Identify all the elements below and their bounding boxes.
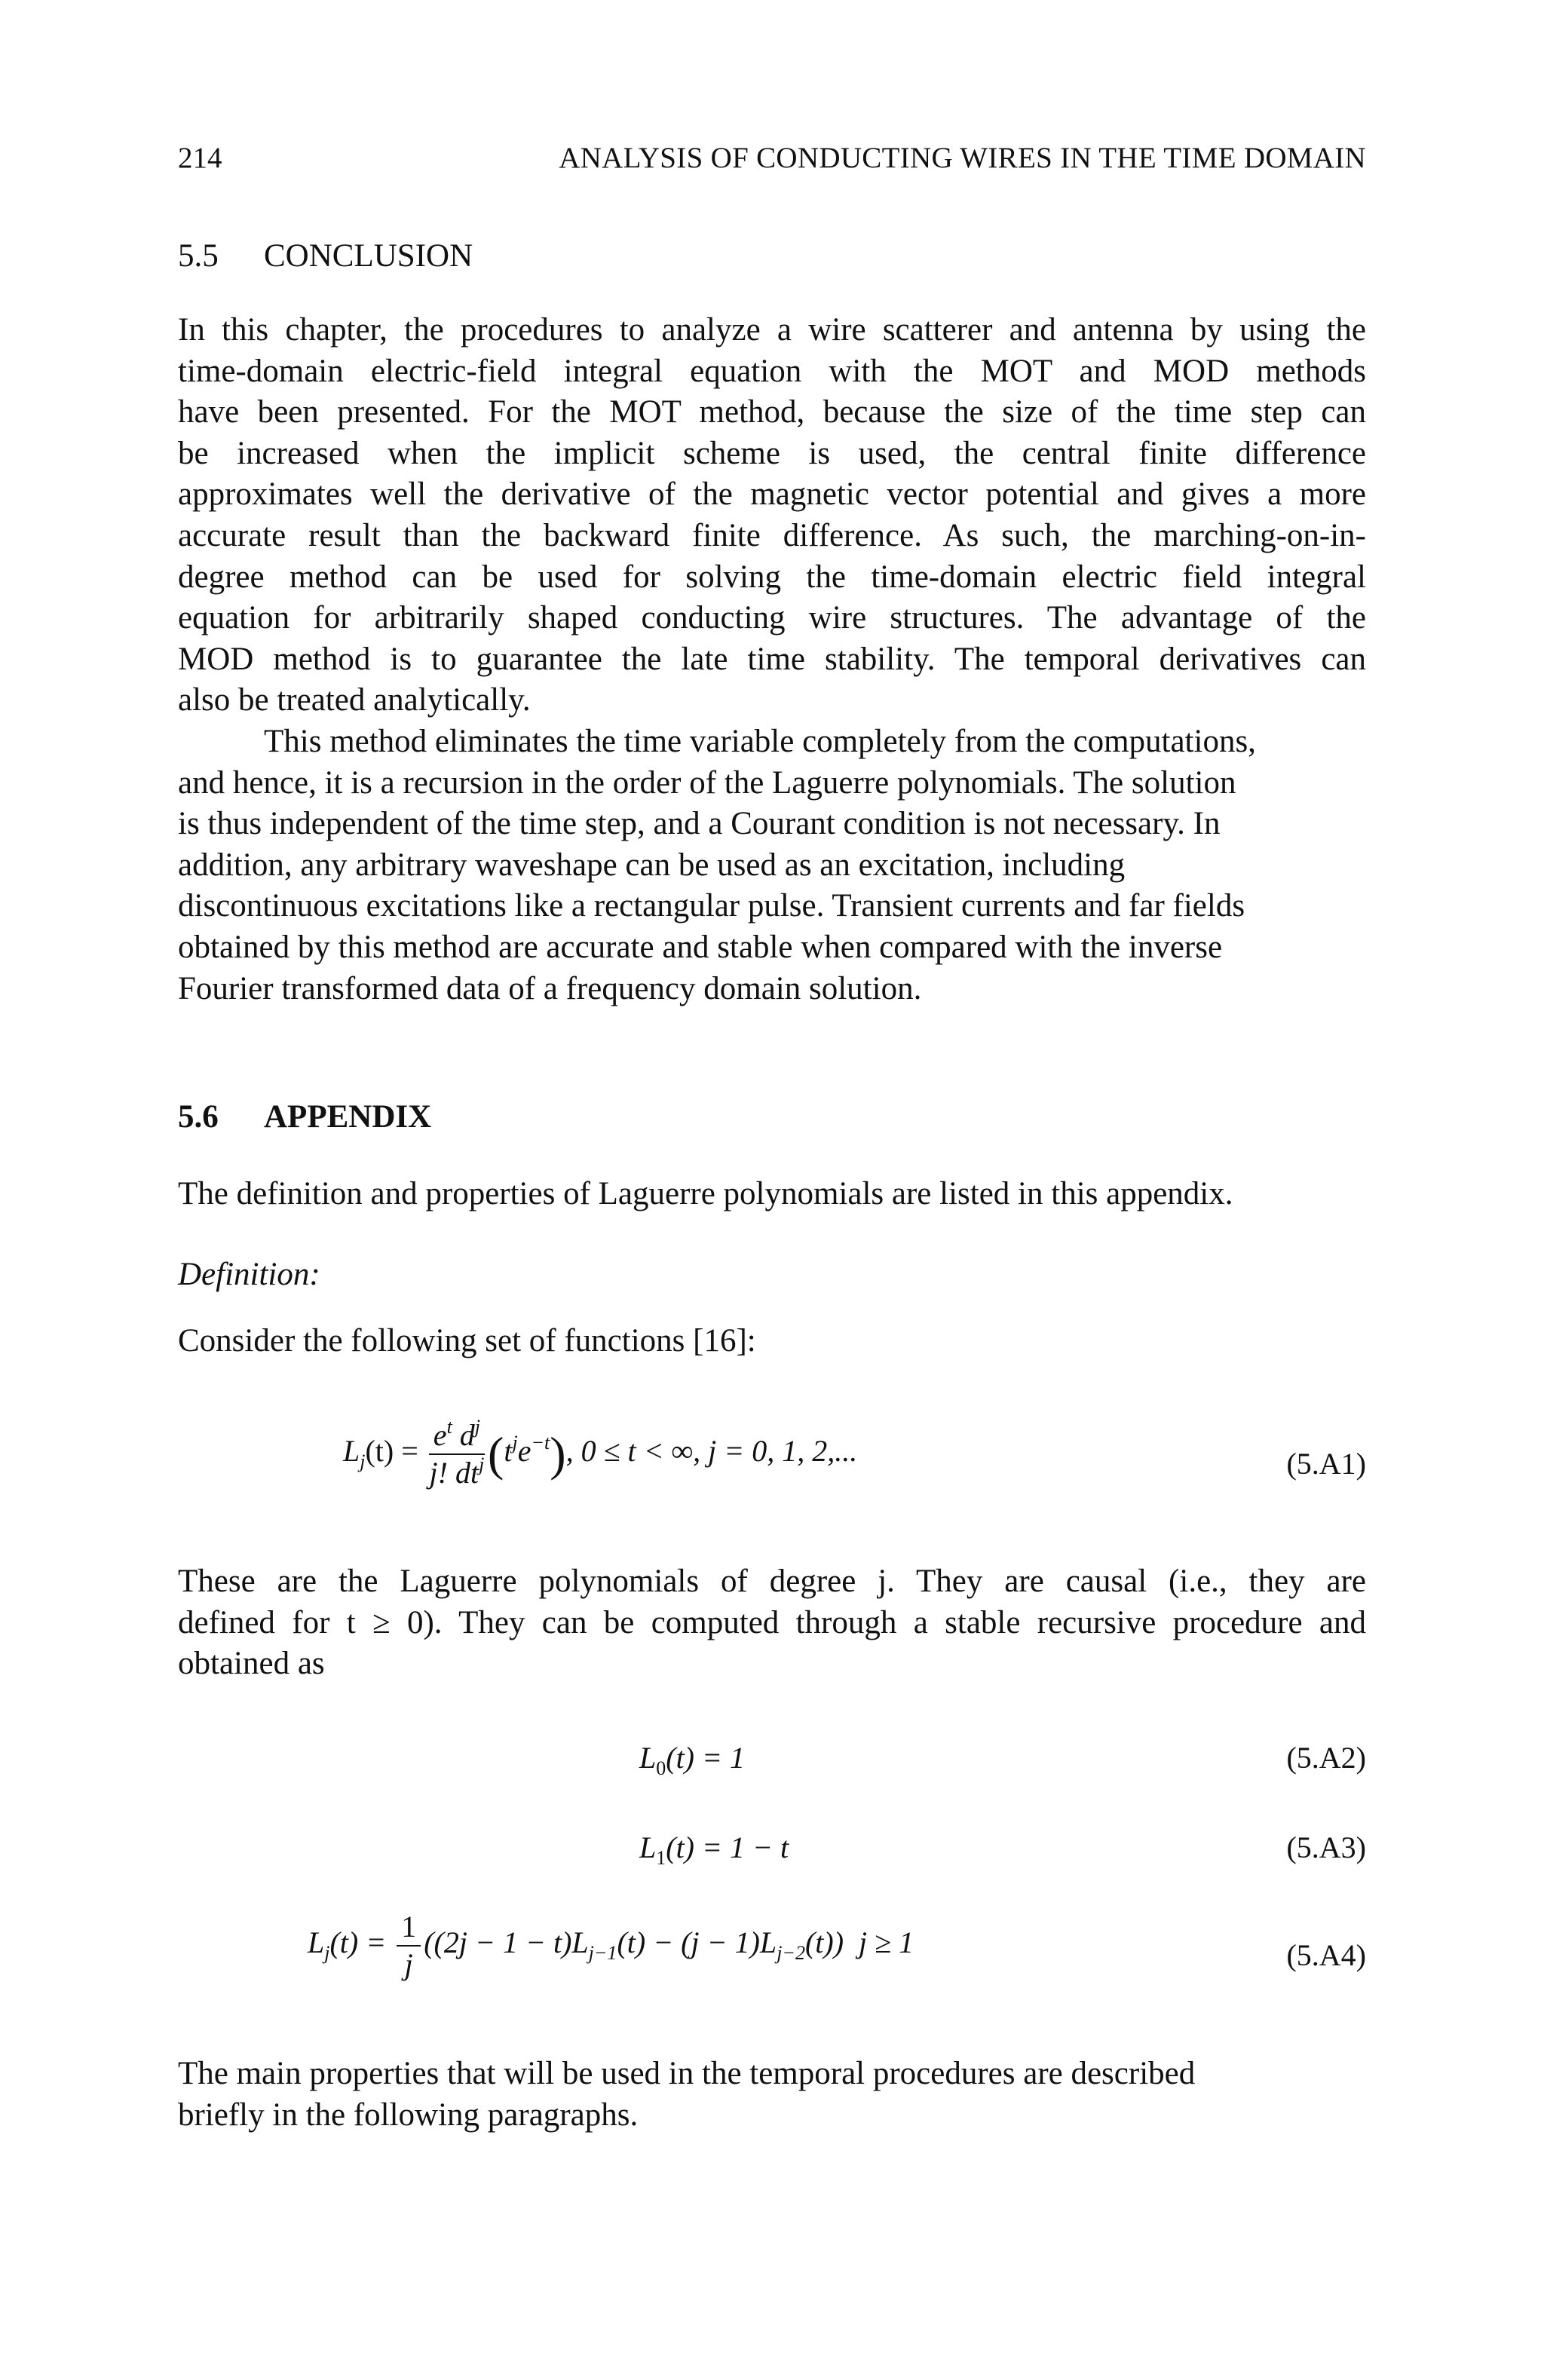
equation-label: (5.A4)	[1286, 1938, 1366, 1972]
laguerre-paragraph	[178, 1561, 1366, 1685]
appendix-intro: The definition and properties of Laguerre polynomials are listed in this appendix.	[178, 1176, 1233, 1211]
section-title: APPENDIX	[264, 1099, 432, 1135]
text-line: be increased when the implicit scheme is used, the central finite difference	[178, 435, 1366, 471]
eq-subscript: j	[360, 1450, 366, 1473]
text-line: approximates well the derivative of the magnetic vector potential and gives a more	[178, 476, 1366, 513]
eq-text: (t) − (j − 1)L	[617, 1925, 777, 1960]
text-line: MOD method is to guarantee the late time stability. The temporal derivatives can	[178, 641, 1366, 677]
definition-label: Definition:	[178, 1257, 320, 1292]
equation-label: (5.A2)	[1286, 1741, 1366, 1775]
text-line: This method eliminates the time variable completely from the computations,	[264, 724, 1256, 759]
equation-5-a1	[343, 1417, 857, 1491]
consider-text: Consider the following set of functions [16]:	[178, 1323, 756, 1358]
eq-condition: j ≥ 1	[859, 1925, 914, 1960]
eq-condition: , 0 ≤ t < ∞, j = 0, 1, 2,...	[565, 1434, 858, 1469]
eq-subscript: j−2	[777, 1942, 805, 1965]
section-number: 5.6	[178, 1099, 219, 1135]
running-title: ANALYSIS OF CONDUCTING WIRES IN THE TIME DOMAIN	[559, 142, 1366, 174]
text-line: also be treated analytically.	[178, 682, 531, 718]
eq-text: j! dt	[429, 1456, 479, 1490]
eq-text: (t) = 1 − t	[666, 1830, 789, 1864]
section-number: 5.5	[178, 238, 219, 274]
eq-fraction	[429, 1417, 485, 1491]
text-line: These are the Laguerre polynomials of degree j. They are causal (i.e., they are	[178, 1564, 1366, 1599]
page-number: 214	[178, 142, 222, 174]
eq-denominator: j	[404, 1947, 413, 1981]
eq-symbol: L	[308, 1925, 325, 1960]
text-line: time-domain electric-field integral equation with the MOT and MOD methods	[178, 353, 1366, 389]
eq-superscript: t	[446, 1416, 452, 1438]
text-line: defined for t ≥ 0). They can be computed through a stable recursive procedure and	[178, 1604, 1366, 1640]
conclusion-paragraph-2	[178, 721, 1366, 1009]
section-heading-conclusion	[178, 234, 473, 279]
eq-text: (t) = 1	[666, 1741, 745, 1775]
eq-text: t	[504, 1434, 513, 1469]
closing-paragraph	[178, 2054, 1366, 2136]
eq-paren: )	[550, 1427, 566, 1481]
eq-paren: (	[488, 1427, 504, 1481]
equation-5-a2	[639, 1740, 745, 1779]
eq-text: ((2j − 1 − t)L	[424, 1925, 589, 1960]
eq-subscript: j−1	[588, 1942, 617, 1965]
eq-superscript: −t	[531, 1432, 550, 1454]
text-line: addition, any arbitrary waveshape can be used as an excitation, including	[178, 847, 1126, 883]
eq-superscript: j	[479, 1453, 485, 1475]
text-line: is thus independent of the time step, and a Courant condition is not necessary. In	[178, 806, 1221, 842]
eq-symbol: L	[639, 1830, 657, 1864]
eq-subscript: j	[324, 1942, 330, 1965]
text-line: briefly in the following paragraphs.	[178, 2097, 639, 2133]
eq-symbol: L	[343, 1434, 360, 1469]
section-title: CONCLUSION	[264, 238, 473, 274]
eq-text: d	[452, 1418, 475, 1452]
equation-label: (5.A3)	[1286, 1830, 1366, 1864]
eq-text: e	[433, 1418, 447, 1452]
text-line: equation for arbitrarily shaped conducting wire structures. The advantage of the	[178, 600, 1366, 636]
running-head	[178, 136, 1366, 181]
text-line: degree method can be used for solving the time-domain electric field integral	[178, 559, 1366, 595]
text-line: obtained by this method are accurate and stable when compared with the inverse	[178, 929, 1223, 965]
text-line: accurate result than the backward finite difference. As such, the marching-on-in-	[178, 517, 1366, 553]
text-line: have been presented. For the MOT method, because the size of the time step can	[178, 394, 1366, 430]
conclusion-paragraph-1	[178, 310, 1366, 721]
text-line: In this chapter, the procedures to analyze a wire scatterer and antenna by using the	[178, 312, 1366, 348]
section-heading-appendix	[178, 1095, 431, 1140]
text-line: and hence, it is a recursion in the order of the Laguerre polynomials. The solution	[178, 764, 1236, 801]
text-line: obtained as	[178, 1646, 325, 1682]
eq-fraction	[397, 1909, 421, 1983]
eq-text: (t) =	[329, 1925, 387, 1960]
eq-text: (t))	[804, 1925, 844, 1960]
equation-5-a4	[308, 1909, 914, 1983]
eq-superscript: j	[512, 1432, 518, 1454]
eq-subscript: 1	[656, 1847, 666, 1869]
eq-subscript: 0	[656, 1757, 666, 1779]
text-line: discontinuous excitations like a rectangular pulse. Transient currents and far fields	[178, 888, 1245, 924]
equation-label: (5.A1)	[1286, 1447, 1366, 1481]
eq-text: e	[517, 1434, 532, 1469]
text-line: The main properties that will be used in the temporal procedures are described	[178, 2056, 1196, 2091]
eq-text: (t) =	[365, 1434, 418, 1469]
eq-symbol: L	[639, 1741, 657, 1775]
eq-superscript: j	[474, 1416, 481, 1438]
equation-5-a3	[639, 1830, 789, 1869]
eq-numerator: 1	[397, 1909, 421, 1947]
text-line: Fourier transformed data of a frequency domain solution.	[178, 970, 922, 1006]
